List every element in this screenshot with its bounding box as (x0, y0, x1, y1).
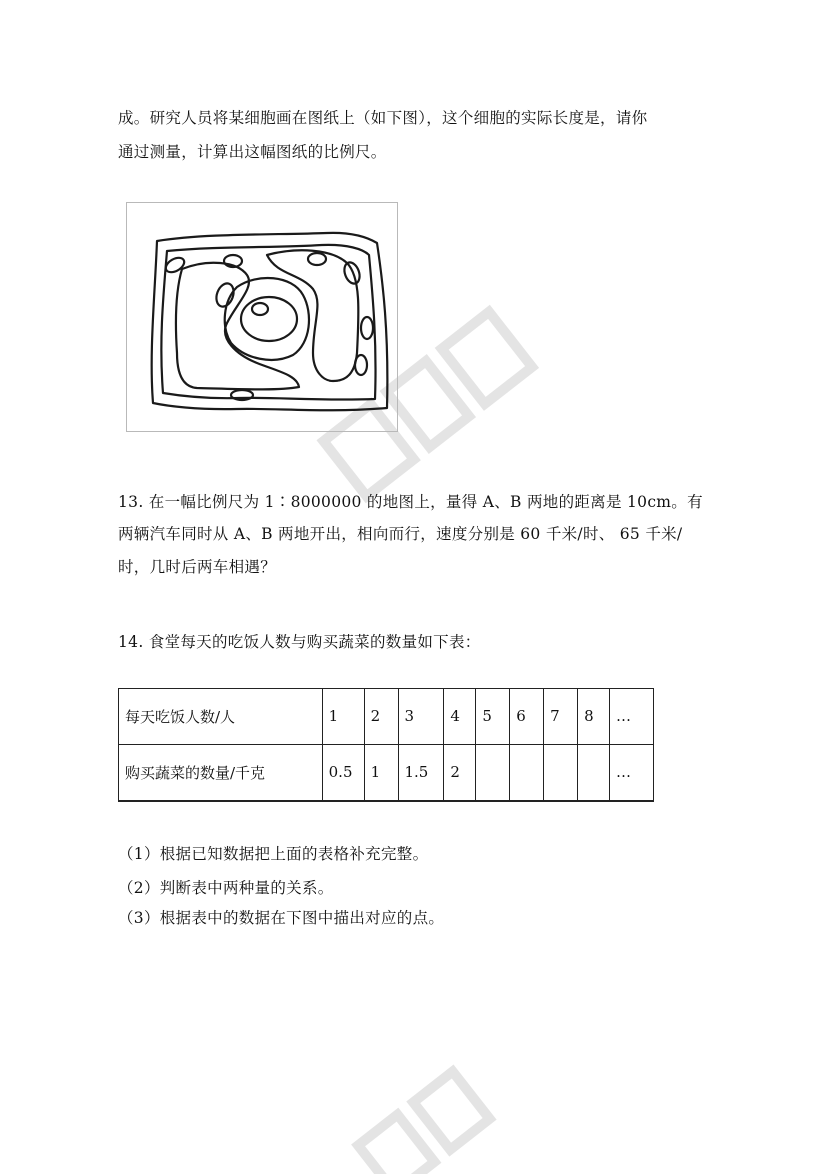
table-cell (578, 744, 610, 801)
table-cell: 0.5 (322, 744, 364, 801)
table-cell: 2 (444, 744, 476, 801)
plant-cell-icon (127, 203, 397, 431)
table-cell: 5 (476, 689, 510, 745)
table-cell: 1.5 (398, 744, 444, 801)
table-cell (476, 744, 510, 801)
intro-line-1: 成。研究人员将某细胞画在图纸上（如下图），这个细胞的实际长度是，请你 (118, 109, 648, 127)
q13-line-1: 13. 在一幅比例尺为 1∶8000000 的地图上，量得 A、B 两地的距离是 10cm。有 (118, 493, 703, 511)
watermark-icon (330, 1040, 530, 1174)
table-row (119, 744, 654, 801)
intro-line-2: 通过测量，计算出这幅图纸的比例尺。 (118, 143, 387, 161)
table-cell: 8 (578, 689, 610, 745)
row-label: 购买蔬菜的数量/千克 (119, 744, 323, 801)
table-cell (510, 744, 544, 801)
table-cell (544, 744, 578, 801)
q13-line-2: 两辆汽车同时从 A、B 两地开出，相向而行，速度分别是 60 千米/时、 65 千米/ (118, 525, 683, 543)
table-cell: … (609, 744, 653, 801)
q13-line-3: 时，几时后两车相遇？ (118, 558, 277, 576)
table-cell: 4 (444, 689, 476, 745)
row-label: 每天吃饭人数/人 (119, 689, 323, 745)
table-row (119, 689, 654, 745)
table-cell: 1 (364, 744, 398, 801)
table-cell: … (609, 689, 653, 745)
data-table (118, 688, 654, 802)
plant-cell-figure (126, 202, 398, 432)
table-cell: 7 (544, 689, 578, 745)
table-cell: 1 (322, 689, 364, 745)
table-cell: 2 (364, 689, 398, 745)
table-cell: 6 (510, 689, 544, 745)
q14-sub-3: （3）根据表中的数据在下图中描出对应的点。 (118, 909, 445, 927)
q14-sub-1: （1）根据已知数据把上面的表格补充完整。 (118, 845, 429, 863)
q14-sub-2: （2）判断表中两种量的关系。 (118, 879, 334, 897)
q14-intro: 14. 食堂每天的吃饭人数与购买蔬菜的数量如下表： (118, 633, 481, 651)
table-cell: 3 (398, 689, 444, 745)
